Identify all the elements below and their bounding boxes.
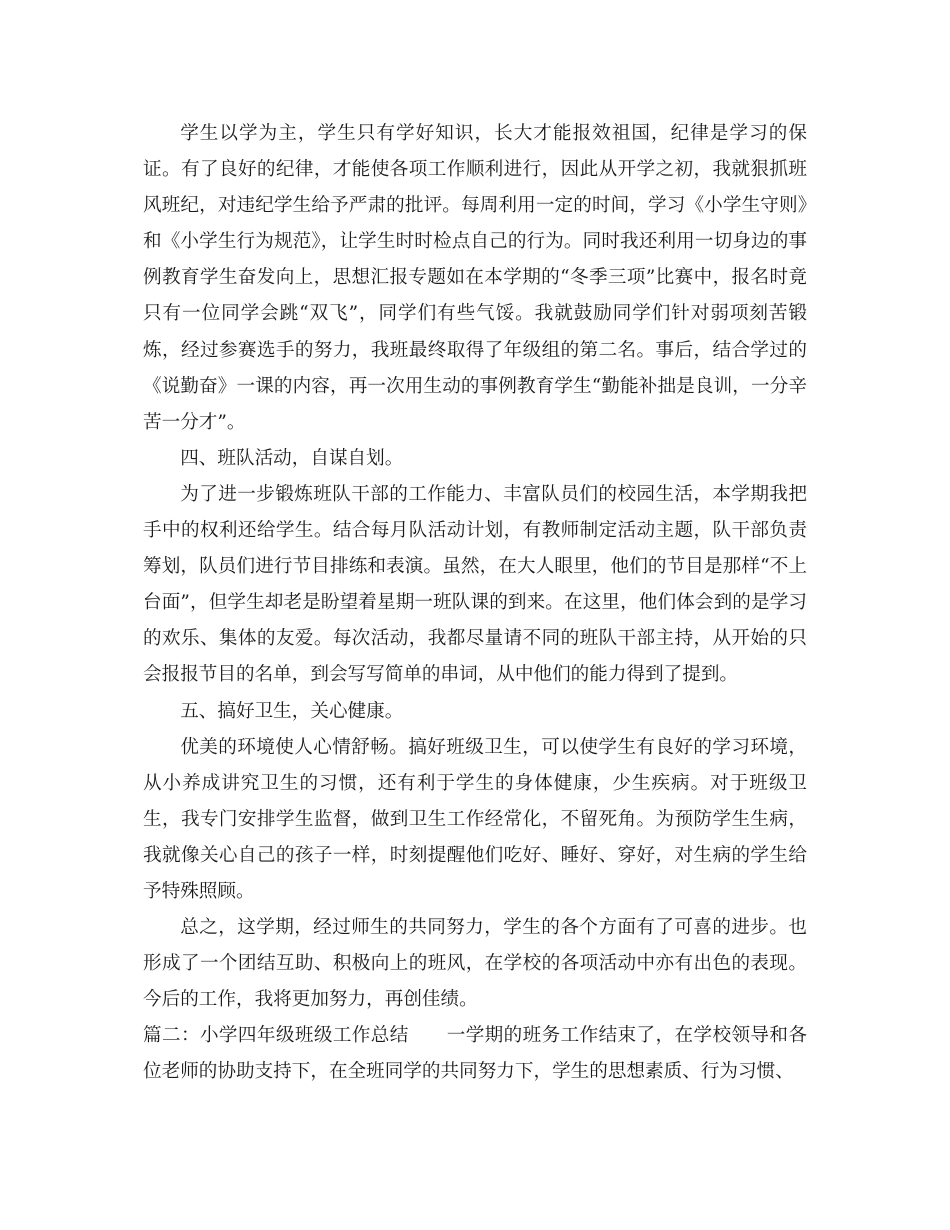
section-heading-hygiene: 五、搞好卫生，关心健康。: [180, 700, 404, 722]
document-body: [143, 116, 807, 1091]
paragraph-part-two: 篇二：小学四年级班级工作总结 一学期的班务工作结束了，在学校领导和各位老师的协助支持下，在全班同学的共同努力下，学生的思想素质、行为习惯、: [143, 1025, 807, 1083]
paragraph-summary: 总之，这学期，经过师生的共同努力，学生的各个方面有了可喜的进步。也形成了一个团结互助、积极向上的班风，在学校的各项活动中亦有出色的表现。今后的工作，我将更加努力，再创佳绩。: [143, 917, 807, 1011]
paragraph-discipline: 学生以学为主，学生只有学好知识，长大才能报效祖国，纪律是学习的保证。有了良好的纪律，才能使各项工作顺利进行，因此从开学之初，我就狠抓班风班纪，对违纪学生给予严肃的批评。每周利用一定的时间，学习《小学生守则》和《小学生行为规范》，让学生时时检点自己的行为。同时我还利用一切身边的事例教育学生奋发向上，思想汇报专题如在本学期的“冬季三项”比赛中，报名时竟只有一位同学会跳“双飞”，同学们有些气馁。我就鼓励同学们针对弱项刻苦锻炼，经过参赛选手的努力，我班最终取得了年级组的第二名。事后，结合学过的《说勤奋》一课的内容，再一次用生动的事例教育学生“勤能补拙是良训，一分辛苦一分才”。: [143, 123, 807, 433]
paragraph-class-activities: 为了进一步锻炼班队干部的工作能力、丰富队员们的校园生活，本学期我把手中的权利还给学生。结合每月队活动计划，有教师制定活动主题，队干部负责筹划，队员们进行节目排练和表演。虽然，在大人眼里，他们的节目是那样“不上台面”，但学生却老是盼望着星期一班队课的到来。在这里，他们体会到的是学习的欢乐、集体的友爱。每次活动，我都尽量请不同的班队干部主持，从开始的只会报报节目的名单，到会写写简单的串词，从中他们的能力得到了提到。: [143, 483, 807, 686]
section-heading-class-activities: 四、班队活动，自谋自划。: [180, 447, 404, 469]
paragraph-hygiene: 优美的环境使人心情舒畅。搞好班级卫生，可以使学生有良好的学习环境，从小养成讲究卫生的习惯，还有利于学生的身体健康，少生疾病。对于班级卫生，我专门安排学生监督，做到卫生工作经常化，不留死角。为预防学生生病，我就像关心自己的孩子一样，时刻提醒他们吃好、睡好、穿好，对生病的学生给予特殊照顾。: [143, 736, 807, 902]
